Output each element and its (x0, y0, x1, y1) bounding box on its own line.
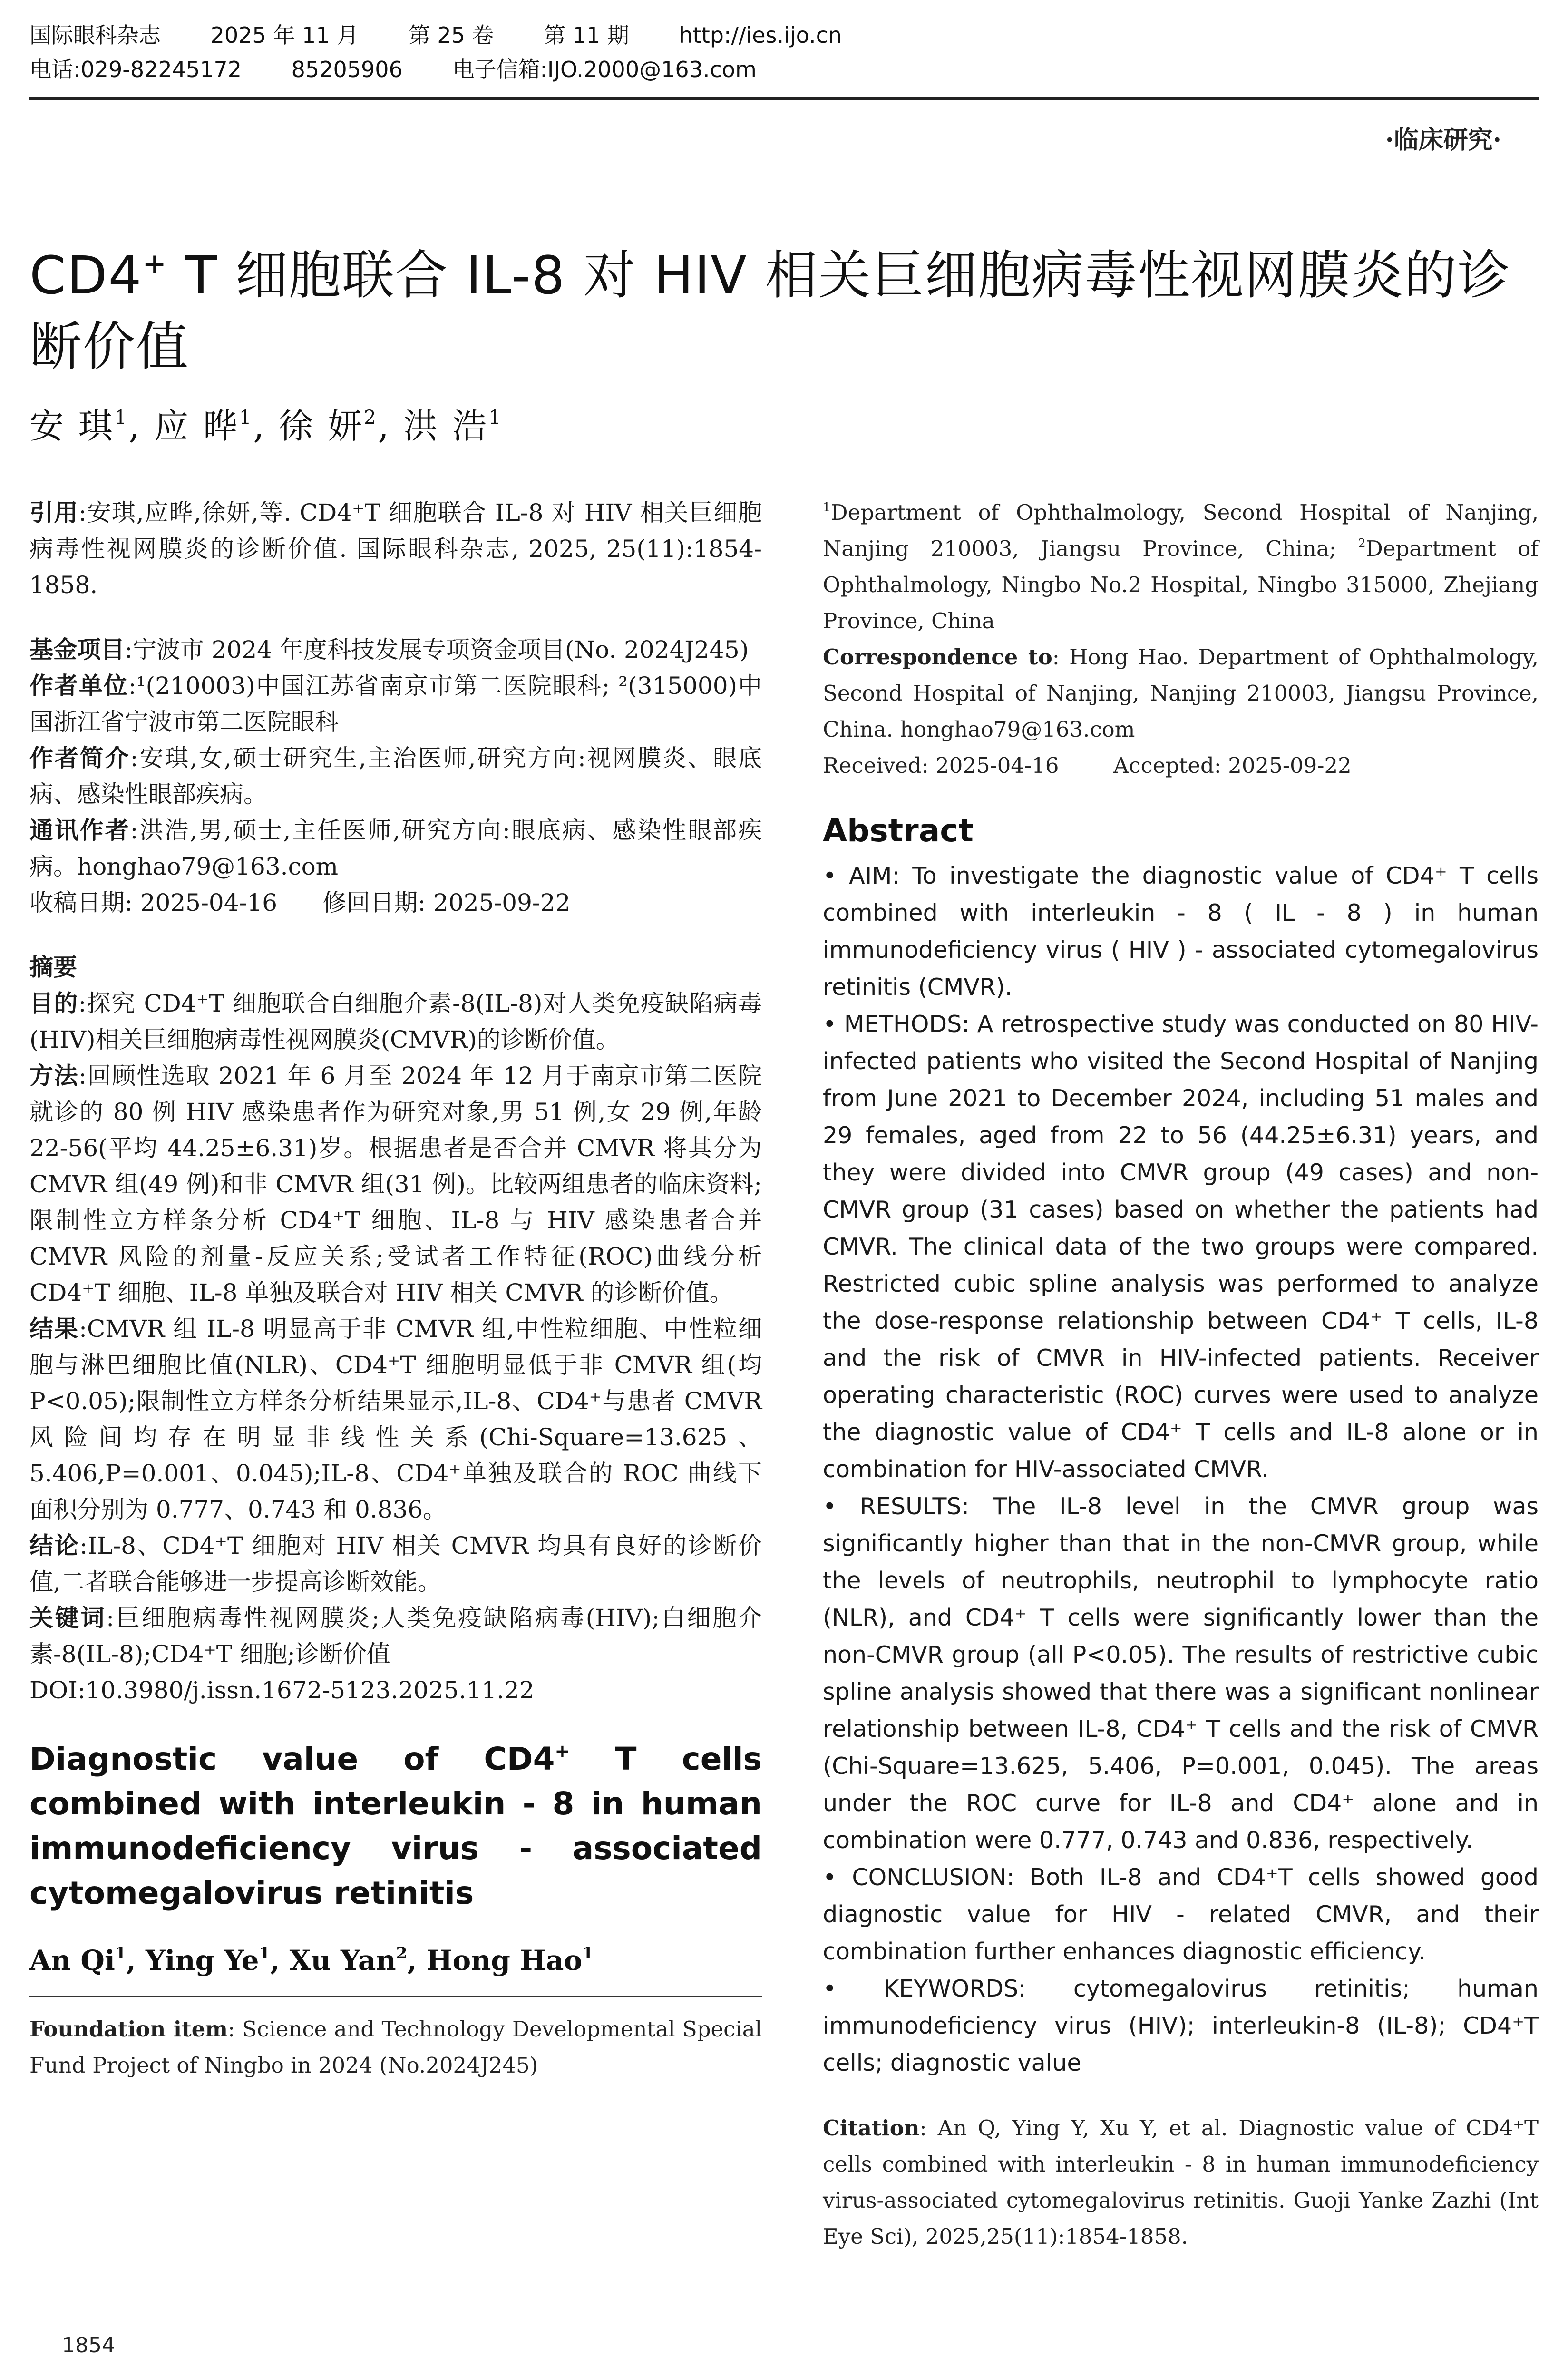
abstract-heading-en: Abstract (823, 812, 974, 849)
corresponding-author-cn: 通讯作者:洪浩,男,硕士,主任医师,研究方向:眼底病、感染性眼部疾病。honghao79@163.com (29, 817, 762, 880)
affiliations-en: $^1$Department of Ophthalmology, Second Hospital of Nanjing, Nanjing 210003, Jiangsu Province, China; $^2$Department of Ophthalmology, Ningbo No.2 Hospital, Ningbo 315000, Zhejiang Province, China (823, 500, 1539, 633)
journal-url[interactable]: http://ies.ijo.cn (679, 22, 842, 48)
journal-name: 国际眼科杂志 (29, 22, 161, 48)
dates-en: Received: 2025-04-16 Accepted: 2025-09-22 (823, 753, 1352, 778)
authors-cn (29, 399, 503, 448)
abstract-methods-en: • METHODS: A retrospective study was conducted on 80 HIV-infected patients who visited the Second Hospital of Nanjing from June 2021 to December 2024, including 51 males and 29 females, aged from 22 to 56 (44.25±6.31) years, and they were divided into CMVR group (49 cases) and non-CMVR group (31 cases) based on whether the patients had CMVR. The clinical data of the two groups were compared. Restricted cubic spline analysis was performed to analyze the dose-response relationship between CD4⁺ T cells, IL-8 and the risk of CMVR in HIV-infected patients. Receiver operating characteristic (ROC) curves were used to analyze the diagnostic value of CD4⁺ T cells and IL-8 alone or in combination for HIV-associated CMVR. (823, 1011, 1539, 1483)
abstract-methods-cn: 方法:回顾性选取 2021 年 6 月至 2024 年 12 月于南京市第二医院就诊的 80 例 HIV 感染患者作为研究对象,男 51 例,女 29 例,年龄 22-56(平均 44.25±6.31)岁。根据患者是否合并 CMVR 将其分为 CMVR 组(49 例)和非 CMVR 组(31 例)。比较两组患者的临床资料;限制性立方样条分析 CD4⁺T 细胞、IL-8 与 HIV 感染患者合并 CMVR 风险的剂量-反应关系;受试者工作特征(ROC)曲线分析 CD4⁺T 细胞、IL-8 单独及联合对 HIV 相关 CMVR 的诊断价值。 (29, 1062, 762, 1306)
authors-en (29, 1944, 762, 1977)
section-tag: ·临床研究· (1385, 126, 1501, 155)
page-number: 1854 (62, 2333, 115, 2358)
issue-number: 第 11 期 (544, 22, 629, 48)
author-en: Ying Ye$^1$, (145, 1944, 290, 1977)
author-bio-cn: 作者简介:安琪,女,硕士研究生,主治医师,研究方向:视网膜炎、眼底病、感染性眼部疾病。 (29, 744, 762, 808)
doi[interactable]: DOI:10.3980/j.issn.1672-5123.2025.11.22 (29, 1676, 535, 1704)
affiliation-cn: 作者单位:¹(210003)中国江苏省南京市第二医院眼科; ²(315000)中国浙江省宁波市第二医院眼科 (29, 672, 762, 736)
abstract-conclusion-en: • CONCLUSION: Both IL-8 and CD4⁺T cells showed good diagnostic value for HIV - related CMVR, and their combination further enhances diagnostic efficiency. (823, 1864, 1539, 1965)
phone: 电话:029-82245172 (29, 57, 242, 82)
citation-en: Citation: An Q, Ying Y, Xu Y, et al. Diagnostic value of CD4⁺T cells combined with interleukin - 8 in human immunodeficiency virus-associated cytomegalovirus retinitis. Guoji Yanke Zazhi (Int Eye Sci), 2025,25(11):1854-1858. (823, 2115, 1539, 2249)
article-title-cn: CD4+ T 细胞联合 IL-8 对 HIV 相关巨细胞病毒性视网膜炎的诊断价值 (29, 244, 1511, 377)
journal-header (29, 18, 885, 87)
article-title-en: Diagnostic value of CD4+ T cells combined with interleukin - 8 in human immunodeficiency virus - associated cytomegalovirus retinitis (29, 1741, 762, 1911)
abstract-heading-cn: 摘要 (29, 954, 77, 981)
abstract-results-en: • RESULTS: The IL-8 level in the CMVR group was significantly higher than that in the non-CMVR group, while the levels of neutrophils, neutrophil to lymphocyte ratio (NLR), and CD4⁺ T cells were significantly lower than the non-CMVR group (all P<0.05). The results of restrictive cubic spline analysis showed that there was a significant nonlinear relationship between IL-8, CD4⁺ T cells and the risk of CMVR (Chi-Square=13.625, 5.406, P=0.001, 0.045). The areas under the ROC curve for IL-8 and CD4⁺ alone and in combination were 0.777, 0.743 and 0.836, respectively. (823, 1493, 1539, 1854)
journal-header-line2 (29, 52, 885, 87)
volume: 第 25 卷 (408, 22, 494, 48)
author-cn: 安 琪$^1$, (29, 406, 142, 446)
left-column (29, 495, 762, 2084)
abstract-conclusion-cn: 结论:IL-8、CD4⁺T 细胞对 HIV 相关 CMVR 均具有良好的诊断价值,二者联合能够进一步提高诊断效能。 (29, 1532, 762, 1596)
journal-header-line1 (29, 18, 885, 52)
keywords-en: • KEYWORDS: cytomegalovirus retinitis; human immunodeficiency virus (HIV); interleukin-8 (IL-8); CD4⁺T cells; diagnostic value (823, 1975, 1539, 2076)
email[interactable]: 电子信箱:IJO.2000@163.com (452, 57, 757, 82)
citation-cn: 引用:安琪,应晔,徐妍,等. CD4⁺T 细胞联合 IL-8 对 HIV 相关巨细胞病毒性视网膜炎的诊断价值. 国际眼科杂志, 2025, 25(11):1854-1858. (29, 499, 762, 599)
correspondence-en: Correspondence to: Hong Hao. Department of Ophthalmology, Second Hospital of Nanjing, Nanjing 210003, Jiangsu Province, China. honghao79@163.com (823, 644, 1539, 742)
author-cn: 应 晔$^1$, (154, 406, 266, 446)
foundation-en: Foundation item: Science and Technology Developmental Special Fund Project of Ningbo in 2024 (No.2024J245) (29, 2017, 762, 2078)
author-cn: 洪 浩$^1$ (403, 406, 503, 446)
author-cn: 徐 妍$^2$, (279, 406, 391, 446)
dates-cn: 收稿日期: 2025-04-16 修回日期: 2025-09-22 (29, 889, 571, 916)
funding-cn: 基金项目:宁波市 2024 年度科技发展专项资金项目(No. 2024J245) (29, 636, 749, 663)
issue-date: 2025 年 11 月 (210, 22, 359, 48)
phone-2: 85205906 (291, 57, 403, 82)
abstract-aim-cn: 目的:探究 CD4⁺T 细胞联合白细胞介素-8(IL-8)对人类免疫缺陷病毒(HIV)相关巨细胞病毒性视网膜炎(CMVR)的诊断价值。 (29, 990, 762, 1053)
abstract-results-cn: 结果:CMVR 组 IL-8 明显高于非 CMVR 组,中性粒细胞、中性粒细胞与淋巴细胞比值(NLR)、CD4⁺T 细胞明显低于非 CMVR 组(均 P<0.05);限制性立方样条分析结果显示,IL-8、CD4⁺与患者 CMVR 风险间均存在明显非线性关系(Chi-Square=13.625、5.406,P=0.001、0.045);IL-8、CD4⁺单独及联合的 ROC 曲线下面积分别为 0.777、0.743 和 0.836。 (29, 1315, 762, 1523)
author-en: Xu Yan$^2$, (289, 1944, 427, 1977)
author-rule (29, 1996, 762, 1997)
keywords-cn: 关键词:巨细胞病毒性视网膜炎;人类免疫缺陷病毒(HIV);白细胞介素-8(IL-8);CD4⁺T 细胞;诊断价值 (29, 1604, 762, 1668)
author-en: An Qi$^1$, (29, 1944, 146, 1977)
right-column (823, 495, 1539, 2255)
author-en: Hong Hao$^1$ (426, 1944, 594, 1977)
header-rule (29, 97, 1539, 100)
abstract-aim-en: • AIM: To investigate the diagnostic value of CD4⁺ T cells combined with interleukin - 8 ( IL - 8 ) in human immunodeficiency virus ( HIV ) - associated cytomegalovirus retinitis (CMVR). (823, 862, 1539, 1001)
